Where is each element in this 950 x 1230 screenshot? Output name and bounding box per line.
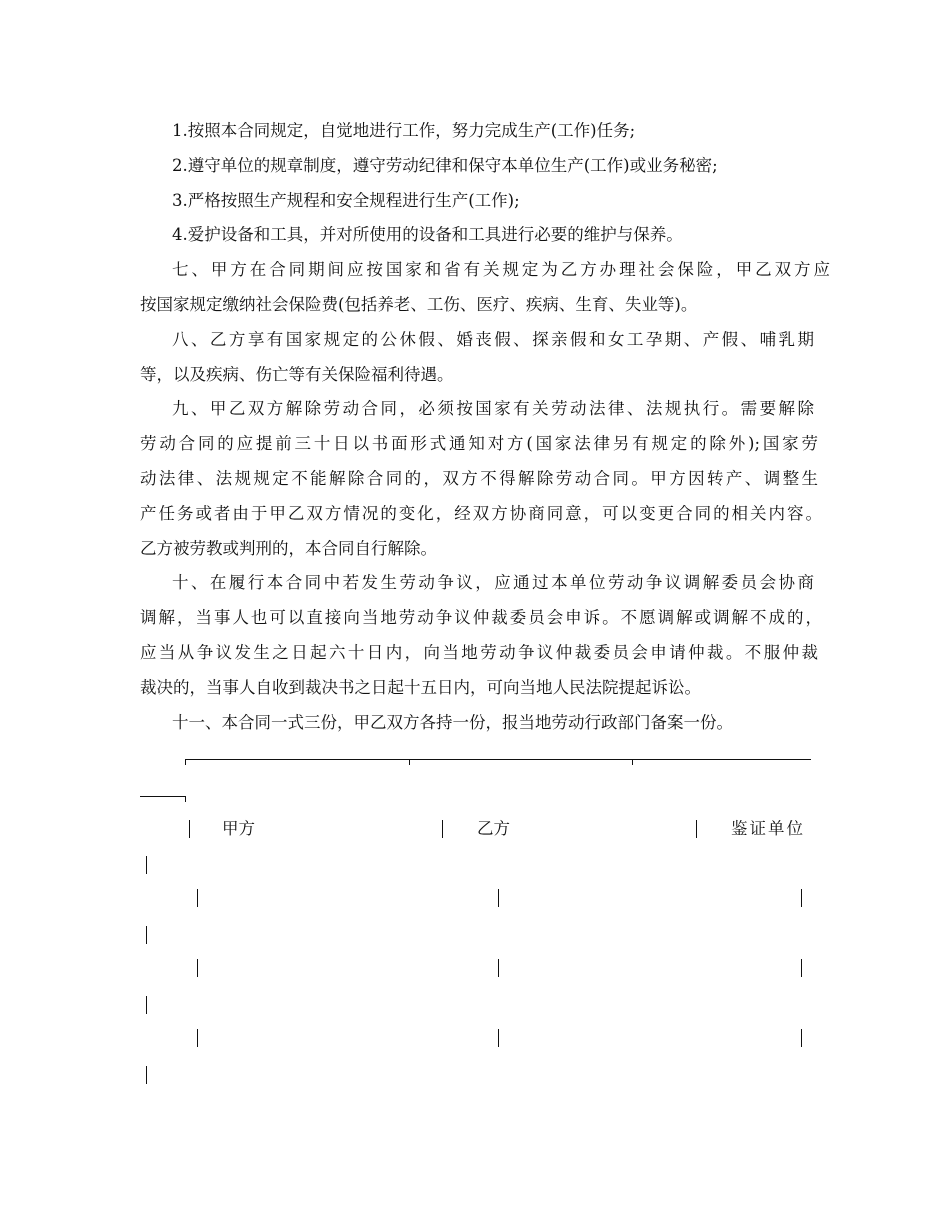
row-2-border-right (801, 959, 802, 977)
clause-10-line-2: 调解，当事人也可以直接向当地劳动争议仲裁委员会申诉。不愿调解或调解不成的， (140, 608, 822, 627)
row-3-border-right (801, 1029, 802, 1047)
table-divider-tick-1 (409, 759, 410, 765)
row-1-border-wrap (146, 926, 147, 944)
row-2-border-middle (498, 959, 499, 977)
table-corner-left (185, 759, 186, 765)
clause-7-line-2: 按国家规定缴纳社会保险费(包括养老、工伤、医疗、疾病、生育、失业等)。 (140, 295, 698, 314)
clause-10-line-3: 应当从争议发生之日起六十日内，向当地劳动争议仲裁委员会申请仲裁。不服仲裁 (140, 643, 818, 662)
row-1-border-left (197, 889, 198, 907)
clause-7-line-1: 七、甲方在合同期间应按国家和省有关规定为乙方办理社会保险，甲乙双方应 (172, 260, 830, 279)
table-divider-tick-2 (632, 759, 633, 765)
table-right-border-wrap (146, 856, 147, 874)
duty-item-4: 4.爱护设备和工具，并对所使用的设备和工具进行必要的维护与保养。 (172, 225, 683, 244)
clause-11: 十一、本合同一式三份，甲乙双方各持一份，报当地劳动行政部门备案一份。 (172, 713, 733, 732)
row-3-border-left (197, 1029, 198, 1047)
clause-10-line-1: 十、在履行本合同中若发生劳动争议，应通过本单位劳动争议调解委员会协商 (172, 573, 814, 592)
row-2-border-left (197, 959, 198, 977)
party-a-label: 甲方 (222, 819, 255, 838)
table-corner-right (185, 796, 186, 802)
notary-label: 鉴证单位 (731, 819, 805, 838)
row-2-border-wrap (146, 996, 147, 1014)
table-column-divider-1 (442, 820, 443, 838)
duty-item-1: 1.按照本合同规定，自觉地进行工作，努力完成生产(工作)任务; (172, 121, 636, 140)
table-column-divider-2 (696, 820, 697, 838)
clause-9-line-2: 劳动合同的应提前三十日以书面形式通知对方(国家法律另有规定的除外);国家劳 (140, 434, 818, 453)
duty-item-2: 2.遵守单位的规章制度，遵守劳动纪律和保守本单位生产(工作)或业务秘密; (172, 156, 718, 175)
clause-9-line-1: 九、甲乙双方解除劳动合同，必须按国家有关劳动法律、法规执行。需要解除 (172, 399, 814, 418)
clause-8-line-2: 等，以及疾病、伤亡等有关保险福利待遇。 (140, 365, 454, 384)
row-3-border-wrap (146, 1066, 147, 1084)
row-3-border-middle (498, 1029, 499, 1047)
duty-item-3: 3.严格按照生产规程和安全规程进行生产(工作); (172, 191, 520, 210)
clause-10-line-4: 裁决的，当事人自收到裁决书之日起十五日内，可向当地人民法院提起诉讼。 (140, 678, 701, 697)
table-top-border (185, 759, 811, 760)
table-left-border (189, 820, 190, 838)
party-b-label: 乙方 (477, 819, 510, 838)
row-1-border-middle (498, 889, 499, 907)
table-top-border-wrap (140, 796, 185, 797)
clause-9-line-5: 乙方被劳教或判刑的，本合同自行解除。 (140, 539, 437, 558)
clause-9-line-3: 动法律、法规规定不能解除合同的，双方不得解除劳动合同。甲方因转产、调整生 (140, 469, 818, 488)
clause-9-line-4: 产任务或者由于甲乙双方情况的变化，经双方协商同意，可以变更合同的相关内容。 (140, 504, 822, 523)
clause-8-line-1: 八、乙方享有国家规定的公休假、婚丧假、探亲假和女工孕期、产假、哺乳期 (172, 330, 814, 349)
row-1-border-right (801, 889, 802, 907)
